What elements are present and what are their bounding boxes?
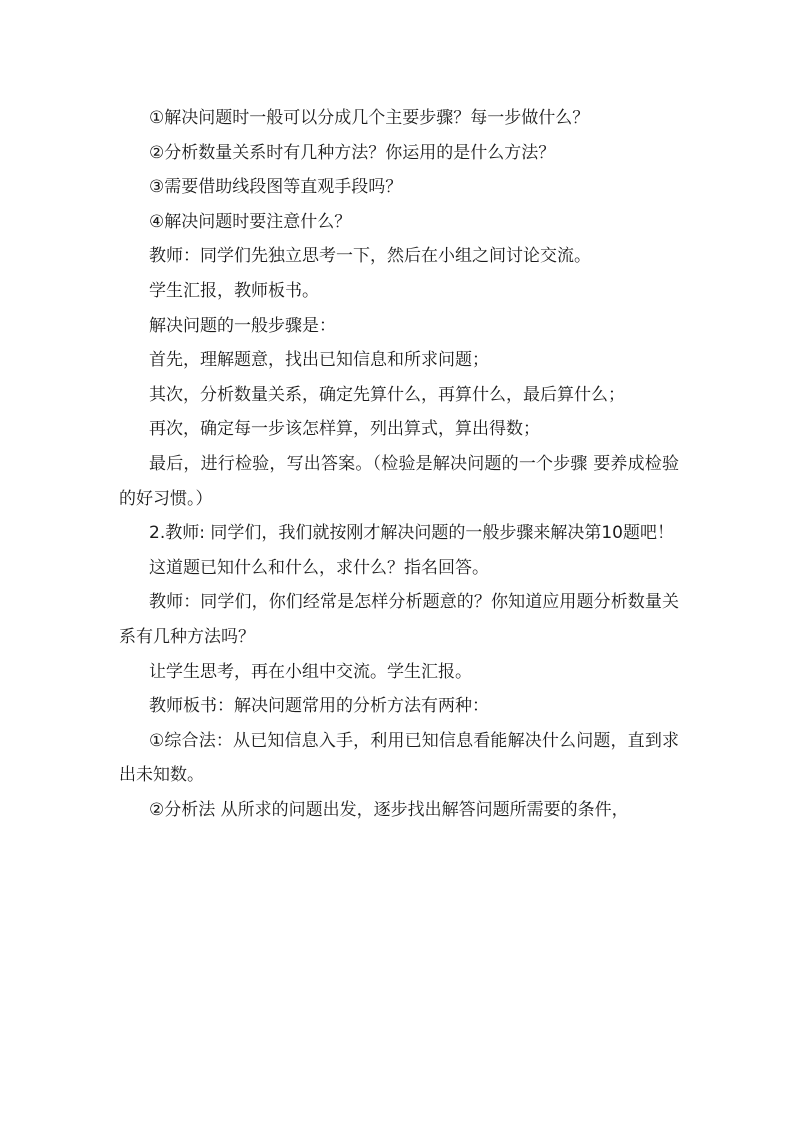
- paragraph: ③需要借助线段图等直观手段吗？: [149, 177, 403, 198]
- paragraph: ①综合法：从已知信息入手，利用已知信息看能解决什么问题，直到求出未知数。: [119, 730, 679, 786]
- paragraph: 让学生思考，再在小组中交流。学生汇报。: [149, 661, 472, 682]
- document-body: [119, 101, 679, 827]
- paragraph: 教师：同学们先独立思考一下，然后在小组之间讨论交流。: [149, 246, 591, 267]
- paragraph: ①解决问题时一般可以分成几个主要步骤？每一步做什么？: [149, 108, 590, 128]
- paragraph: ②分析数量关系时有几种方法？你运用的是什么方法？: [149, 142, 556, 163]
- paragraph: 教师：同学们，你们经常是怎样分析题意的？你知道应用题分析数量关系有几种方法吗？: [119, 592, 679, 647]
- paragraph: 学生汇报，教师板书。: [149, 280, 319, 301]
- paragraph: 这道题已知什么和什么，求什么？指名回答。: [149, 557, 489, 578]
- paragraph: 教师板书：解决问题常用的分析方法有两种：: [149, 696, 489, 717]
- paragraph: ②分析法 从所求的问题出发，逐步找出解答问题所需要的条件，: [149, 799, 629, 820]
- paragraph: 首先，理解题意，找出已知信息和所求问题；: [149, 350, 489, 371]
- paragraph: 2.教师: 同学们，我们就按刚才解决问题的一般步骤来解决第10题吧！: [149, 523, 674, 544]
- paragraph: 解决问题的一般步骤是：: [149, 315, 336, 336]
- paragraph: ④解决问题时要注意什么？: [149, 211, 352, 232]
- paragraph: 其次，分析数量关系，确定先算什么，再算什么，最后算什么；: [149, 384, 625, 405]
- paragraph: 最后，进行检验，写出答案。（检验是解决问题的一个步骤 要养成检验的好习惯。）: [119, 453, 679, 509]
- paragraph: 再次，确定每一步该怎样算，列出算式，算出得数；: [149, 419, 540, 440]
